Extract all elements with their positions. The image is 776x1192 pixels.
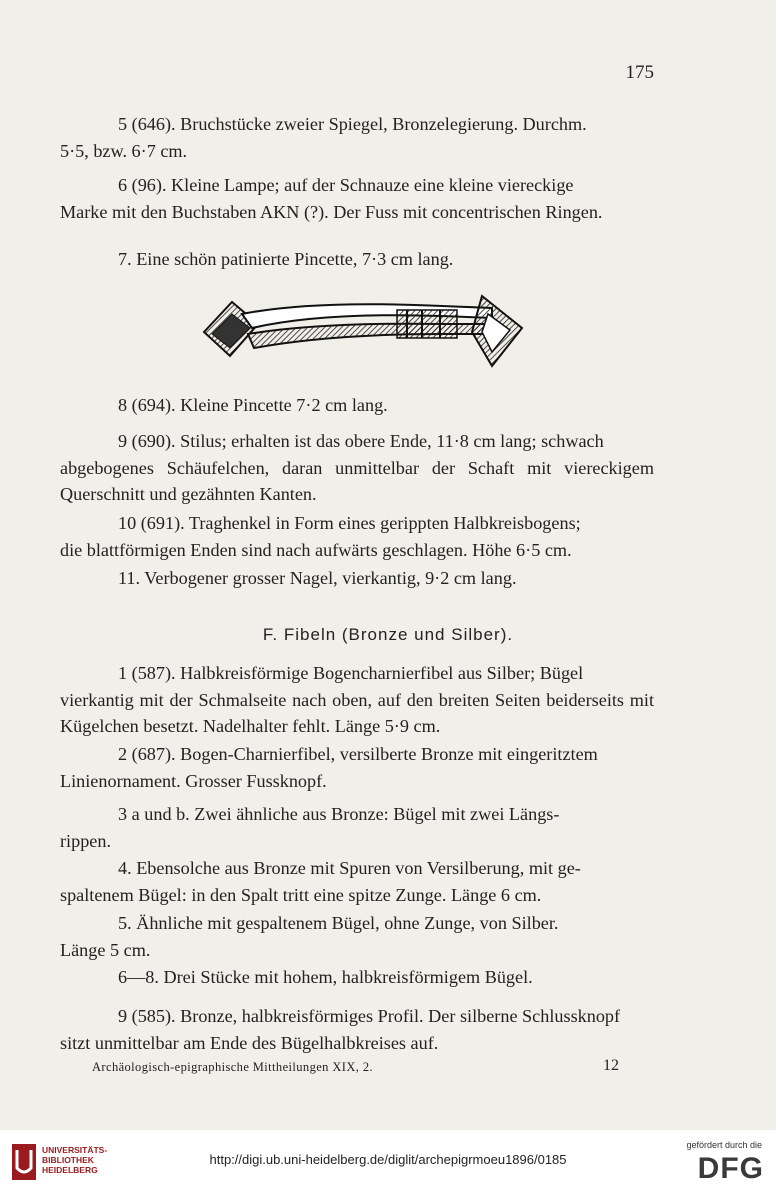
paragraph: 3 a und b. Zwei ähnliche aus Bronze: Bügel mit zwei Längs- rippen. [60,804,560,851]
paragraph: 9 (585). Bronze, halbkreisförmiges Profil. Der silberne Schlussknopf sitzt unmittelbar am Ende des Bügelhalbkreises auf. [60,1006,621,1053]
viewer-footer-bar [0,1130,776,1192]
paragraph: 11. Verbogener grosser Nagel, vierkantig, 9·2 cm lang. [118,568,517,588]
section-heading: F. Fibeln (Bronze und Silber). [262,625,514,644]
library-name: UNIVERSITÄTS- BIBLIOTHEK HEIDELBERG [42,1145,108,1175]
pincette-illustration [192,284,532,384]
paragraph: 4. Ebensolche aus Bronze mit Spuren von Versilberung, mit ge- spaltenem Bügel: in den Spalt tritt eine spitze Zunge. Länge 6 cm. [60,858,581,905]
dfg-logo: DFG [697,1152,764,1185]
permalink-url[interactable]: http://digi.ub.uni-heidelberg.de/diglit/archepigrmoeu1896/0185 [209,1152,567,1167]
paragraph: 5 (646). Bruchstücke zweier Spiegel, Bronzelegierung. Durchm. 5·5, bzw. 6·7 cm. [60,114,587,161]
paragraph: 9 (690). Stilus; erhalten ist das obere Ende, 11·8 cm lang; schwach abgebogenes Schäufelchen, daran unmittelbar der Schaft mit viereckigem Querschnitt und gezähnten Kanten. [60,431,654,504]
paragraph: 1 (587). Halbkreisförmige Bogencharnierfibel aus Silber; Bügel vierkantig mit der Schmalseite nach oben, auf den breiten Seiten beiderseits mit Kügelchen besetzt. Nadelhalter fehlt. Länge 5·9 cm. [60,663,654,736]
paragraph: 2 (687). Bogen-Charnierfibel, versilberte Bronze mit eingeritztem Linienornament. Grosser Fussknopf. [60,744,598,791]
page-number: 175 [625,62,654,83]
paragraph: 6 (96). Kleine Lampe; auf der Schnauze eine kleine viereckige Marke mit den Buchstaben AKN (?). Der Fuss mit concentrischen Ringen. [60,175,603,222]
paragraph: 6—8. Drei Stücke mit hohem, halbkreisförmigem Bügel. [118,967,533,987]
paragraph: 5. Ähnliche mit gespaltenem Bügel, ohne Zunge, von Silber. Länge 5 cm. [60,913,559,960]
funder-note: gefördert durch die [686,1140,762,1150]
paragraph: 8 (694). Kleine Pincette 7·2 cm lang. [118,395,388,415]
paragraph: 7. Eine schön patinierte Pincette, 7·3 cm lang. [118,249,454,269]
signature-mark: 12 [603,1057,619,1074]
paragraph: 10 (691). Traghenkel in Form eines gerippten Halbkreisbogens; die blattförmigen Enden sind nach aufwärts geschlagen. Höhe 6·5 cm. [60,513,581,560]
journal-footer: Archäologisch-epigraphische Mittheilungen XIX, 2. [92,1060,373,1074]
